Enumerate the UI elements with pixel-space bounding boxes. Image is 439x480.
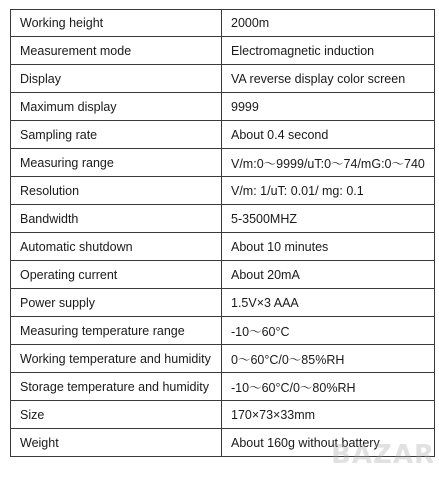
spec-label: Operating current: [11, 261, 222, 289]
spec-value: Electromagnetic induction: [222, 37, 435, 65]
spec-label: Weight: [11, 429, 222, 457]
spec-value: 170×73×33mm: [222, 401, 435, 429]
spec-value: V/m: 1/uT: 0.01/ mg: 0.1: [222, 177, 435, 205]
table-row: [11, 149, 435, 177]
spec-label: Display: [11, 65, 222, 93]
spec-label: Power supply: [11, 289, 222, 317]
table-row: [11, 93, 435, 121]
spec-value: About 10 minutes: [222, 233, 435, 261]
table-row: [11, 37, 435, 65]
table-row: [11, 233, 435, 261]
table-row: [11, 205, 435, 233]
watermark-logo: BAZAR: [331, 440, 435, 470]
spec-value: About 20mA: [222, 261, 435, 289]
table-row: [11, 289, 435, 317]
spec-value: 1.5V×3 AAA: [222, 289, 435, 317]
spec-value: -10～60°C/0～80%RH: [222, 373, 435, 401]
table-row: [11, 177, 435, 205]
spec-label: Working temperature and humidity: [11, 345, 222, 373]
spec-value: 5-3500MHZ: [222, 205, 435, 233]
table-row: [11, 317, 435, 345]
spec-label: Measuring temperature range: [11, 317, 222, 345]
spec-value: 2000m: [222, 10, 435, 37]
spec-value: 0～60°C/0～85%RH: [222, 345, 435, 373]
table-row: [11, 373, 435, 401]
table-row: [11, 65, 435, 93]
spec-value: V/m:0～9999/uT:0～74/mG:0～740: [222, 149, 435, 177]
spec-value: VA reverse display color screen: [222, 65, 435, 93]
spec-table: [10, 9, 435, 457]
spec-label: Sampling rate: [11, 121, 222, 149]
table-row: [11, 121, 435, 149]
spec-label: Measurement mode: [11, 37, 222, 65]
spec-value: About 160g without battery: [222, 429, 435, 457]
spec-label: Size: [11, 401, 222, 429]
spec-label: Resolution: [11, 177, 222, 205]
spec-label: Bandwidth: [11, 205, 222, 233]
spec-label: Automatic shutdown: [11, 233, 222, 261]
table-row: [11, 261, 435, 289]
spec-value: About 0.4 second: [222, 121, 435, 149]
table-row: [11, 10, 435, 37]
spec-value: -10～60°C: [222, 317, 435, 345]
table-row: [11, 401, 435, 429]
spec-label: Working height: [11, 10, 222, 37]
spec-label: Maximum display: [11, 93, 222, 121]
spec-label: Storage temperature and humidity: [11, 373, 222, 401]
table-row: [11, 345, 435, 373]
spec-value: 9999: [222, 93, 435, 121]
spec-label: Measuring range: [11, 149, 222, 177]
table-row: [11, 429, 435, 457]
